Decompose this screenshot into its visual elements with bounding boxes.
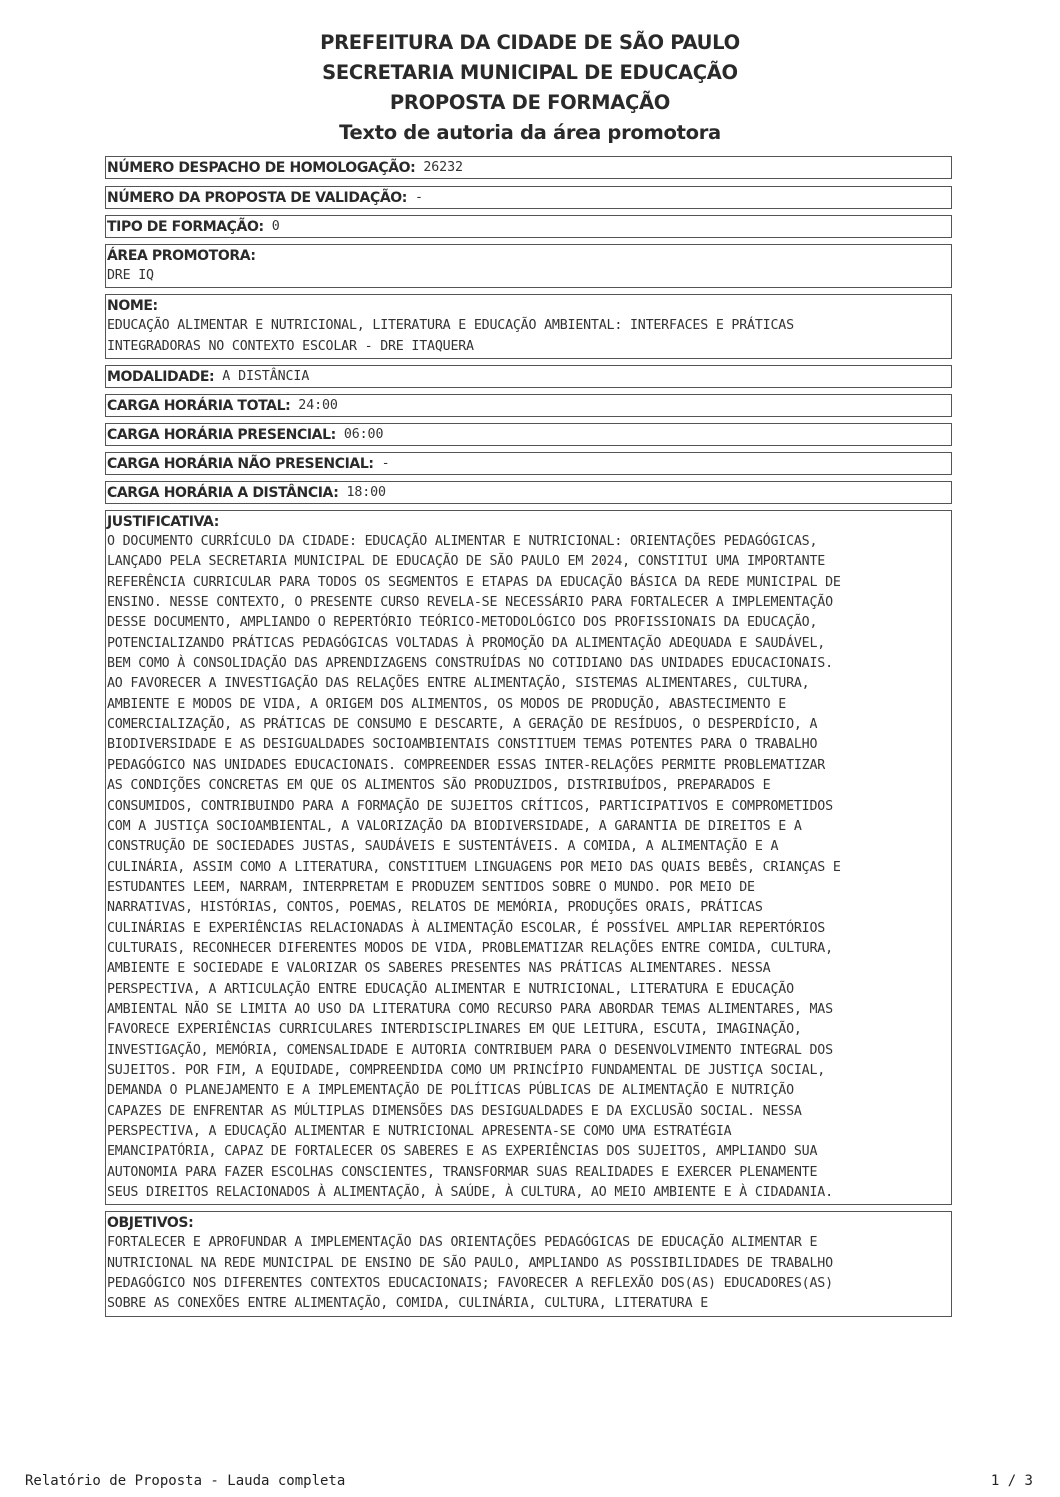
field-despacho-label: NÚMERO DESPACHO DE HOMOLOGAÇÃO: — [107, 159, 416, 176]
header-line-secretaria: SECRETARIA MUNICIPAL DE EDUCAÇÃO — [322, 61, 738, 84]
field-justificativa — [105, 510, 952, 1205]
field-proposta-value: - — [415, 190, 423, 205]
field-proposta-label: NÚMERO DA PROPOSTA DE VALIDAÇÃO: — [107, 189, 407, 206]
field-tipo-label: TIPO DE FORMAÇÃO: — [107, 218, 264, 235]
form-fields — [105, 156, 952, 1323]
field-ch-distancia-value: 18:00 — [346, 485, 386, 501]
footer-report-title: Relatório de Proposta - Lauda completa — [25, 1473, 346, 1489]
header-line-prefeitura: PREFEITURA DA CIDADE DE SÃO PAULO — [320, 31, 740, 54]
field-despacho — [105, 156, 952, 179]
field-ch-total-value: 24:00 — [298, 398, 338, 414]
field-proposta — [105, 186, 952, 209]
page-footer — [25, 1473, 1033, 1493]
header-subtitle: Texto de autoria da área promotora — [339, 121, 721, 144]
field-tipo — [105, 215, 952, 238]
field-ch-nao-presencial-value: - — [381, 456, 390, 472]
field-modalidade-value: A DISTÂNCIA — [222, 369, 310, 385]
field-area-label: ÁREA PROMOTORA: — [107, 248, 256, 264]
field-objetivos-value: FORTALECER E APROFUNDAR A IMPLEMENTAÇÃO DAS ORIENTAÇÕES PEDAGÓGICAS DE EDUCAÇÃO ALIMENTAR E NUTRICIONAL NA REDE MUNICIPAL DE ENSINO DE SÃO PAULO, AMPLIANDO AS POSSIBILIDADES DE TRABALHO PEDAGÓGICO NOS DIFERENTES CONTEXTOS EDUCACIONAIS; FAVORECER A REFLEXÃO DOS(AS) EDUCADORES(AS) SOBRE AS CONEXÕES ENTRE ALIMENTAÇÃO, COMIDA, CULINÁRIA, CULTURA, LITERATURA E — [107, 1235, 833, 1312]
field-ch-nao-presencial — [105, 452, 952, 475]
field-despacho-value: 26232 — [423, 160, 463, 175]
field-ch-presencial-label: CARGA HORÁRIA PRESENCIAL: — [107, 426, 336, 443]
field-ch-presencial-value: 06:00 — [343, 427, 384, 443]
field-modalidade-label: MODALIDADE: — [107, 368, 215, 385]
field-objetivos-label: OBJETIVOS: — [107, 1215, 194, 1232]
field-nome — [105, 294, 952, 359]
field-ch-distancia-label: CARGA HORÁRIA A DISTÂNCIA: — [107, 484, 339, 501]
footer-page-number: 1 / 3 — [990, 1473, 1033, 1489]
field-justificativa-value: O DOCUMENTO CURRÍCULO DA CIDADE: EDUCAÇÃO ALIMENTAR E NUTRICIONAL: ORIENTAÇÕES PEDAGÓGICAS, LANÇADO PELA SECRETARIA MUNICIPAL DE EDUCAÇÃO DE SÃO PAULO EM 2024, CONSTITUI UMA IMPORTANTE REFERÊNCIA CURRICULAR PARA TODOS OS SEGMENTOS E ETAPAS DA EDUCAÇÃO BÁSICA DA REDE MUNICIPAL DE ENSINO. NESSE CONTEXTO, O PRESENTE CURSO REVELA-SE NECESSÁRIO PARA FORTALECER A IMPLEMENTAÇÃO DESSE DOCUMENTO, AMPLIANDO O REPERTÓRIO TEÓRICO-METODOLÓGICO DOS PROFISSIONAIS DA EDUCAÇÃO, POTENCIALIZANDO PRÁTICAS PEDAGÓGICAS VOLTADAS À PROMOÇÃO DA ALIMENTAÇÃO ADEQUADA E SAUDÁVEL, BEM COMO À CONSOLIDAÇÃO DAS APRENDIZAGENS CONSTRUÍDAS NO COTIDIANO DAS UNIDADES EDUCACIONAIS. AO FAVORECER A INVESTIGAÇÃO DAS RELAÇÕES ENTRE ALIMENTAÇÃO, SISTEMAS ALIMENTARES, CULTURA, AMBIENTE E MODOS DE VIDA, A ORIGEM DOS ALIMENTOS, OS MODOS DE PRODUÇÃO, ABASTECIMENTO E COMERCIALIZAÇÃO, AS PRÁTICAS DE CONSUMO E DESCARTE, A GERAÇÃO DE RESÍDUOS, O DESPERDÍCIO, A BIODIVERSIDADE E AS DESIGUALDADES SOCIOAMBIENTAIS CONSTITUEM TEMAS POTENTES PARA O TRABALHO PEDAGÓGICO NAS UNIDADES EDUCACIONAIS. COMPREENDER ESSAS INTER-RELAÇÕES PERMITE PROBLEMATIZAR AS CONDIÇÕES CONCRETAS EM QUE OS ALIMENTOS SÃO PRODUZIDOS, DISTRIBUÍDOS, PREPARADOS E CONSUMIDOS, CONTRIBUINDO PARA A FORMAÇÃO DE SUJEITOS CRÍTICOS, PARTICIPATIVOS E COMPROMETIDOS COM A JUSTIÇA SOCIOAMBIENTAL, A VALORIZAÇÃO DA BIODIVERSIDADE, A GARANTIA DE DIREITOS E A CONSTRUÇÃO DE SOCIEDADES JUSTAS, SAUDÁVEIS E SUSTENTÁVEIS. A COMIDA, A ALIMENTAÇÃO E A CULINÁRIA, ASSIM COMO A LITERATURA, CONSTITUEM LINGUAGENS POR MEIO DAS QUAIS BEBÊS, CRIANÇAS E ESTUDANTES LEEM, NARRAM, INTERPRETAM E PRODUZEM SENTIDOS SOBRE O MUNDO. POR MEIO DE NARRATIVAS, HISTÓRIAS, CONTOS, POEMAS, RELATOS DE MEMÓRIA, PRODUÇÕES ORAIS, PRÁTICAS CULINÁRIAS E EXPERIÊNCIAS RELACIONADAS À ALIMENTAÇÃO ESCOLAR, É POSSÍVEL AMPLIAR REPERTÓRIOS CULTURAIS, RECONHECER DIFERENTES MODOS DE VIDA, PROBLEMATIZAR RELAÇÕES ENTRE COMIDA, CULTURA, AMBIENTE E SOCIEDADE E VALORIZAR OS SABERES PRESENTES NAS PRÁTICAS ALIMENTARES. NESSA PERSPECTIVA, A ARTICULAÇÃO ENTRE EDUCAÇÃO ALIMENTAR E NUTRICIONAL, LITERATURA E EDUCAÇÃO AMBIENTAL NÃO SE LIMITA AO USO DA LITERATURA COMO RECURSO PARA ABORDAR TEMAS ALIMENTARES, MAS FAVORECE EXPERIÊNCIAS CURRICULARES INTERDISCIPLINARES EM QUE LEITURA, ESCUTA, IMAGINAÇÃO, INVESTIGAÇÃO, MEMÓRIA, COMENSALIDADE E AUTORIA CONTRIBUEM PARA O DESENVOLVIMENTO INTEGRAL DOS SUJEITOS. POR FIM, A EQUIDADE, COMPREENDIDA COMO UM PRINCÍPIO FUNDAMENTAL DE JUSTIÇA SOCIAL, DEMANDA O PLANEJAMENTO E A IMPLEMENTAÇÃO DE POLÍTICAS PÚBLICAS DE ALIMENTAÇÃO E NUTRIÇÃO CAPAZES DE ENFRENTAR AS MÚLTIPLAS DIMENSÕES DAS DESIGUALDADES E DA EXCLUSÃO SOCIAL. NESSA PERSPECTIVA, A EDUCAÇÃO ALIMENTAR E NUTRICIONAL APRESENTA-SE COMO UMA ESTRATÉGIA EMANCIPATÓRIA, CAPAZ DE FORTALECER OS SABERES E AS EXPERIÊNCIAS DOS SUJEITOS, AMPLIANDO SUA AUTONOMIA PARA FAZER ESCOLHAS CONSCIENTES, TRANSFORMAR SUAS REALIDADES E EXERCER PLENAMENTE SEUS DIREITOS RELACIONADOS À ALIMENTAÇÃO, À SAÚDE, À CULTURA, AO MEIO AMBIENTE E À CIDADANIA. — [107, 534, 841, 1201]
document-header — [0, 28, 1060, 148]
field-ch-nao-presencial-label: CARGA HORÁRIA NÃO PRESENCIAL: — [107, 455, 374, 472]
header-line-proposta: PROPOSTA DE FORMAÇÃO — [389, 91, 671, 114]
field-ch-distancia — [105, 481, 952, 504]
field-ch-total — [105, 394, 952, 417]
field-ch-total-label: CARGA HORÁRIA TOTAL: — [107, 397, 291, 414]
field-modalidade — [105, 365, 952, 388]
field-tipo-value: 0 — [271, 219, 280, 234]
field-area-value: DRE IQ — [107, 268, 154, 283]
field-justificativa-label: JUSTIFICATIVA: — [107, 514, 219, 531]
field-ch-presencial — [105, 423, 952, 446]
field-objetivos — [105, 1211, 952, 1316]
field-nome-label: NOME: — [107, 298, 158, 315]
field-area — [105, 244, 952, 288]
field-nome-value: EDUCAÇÃO ALIMENTAR E NUTRICIONAL, LITERATURA E EDUCAÇÃO AMBIENTAL: INTERFACES E PRÁTICAS INTEGRADORAS NO CONTEXTO ESCOLAR - DRE ITAQUERA — [107, 318, 794, 354]
